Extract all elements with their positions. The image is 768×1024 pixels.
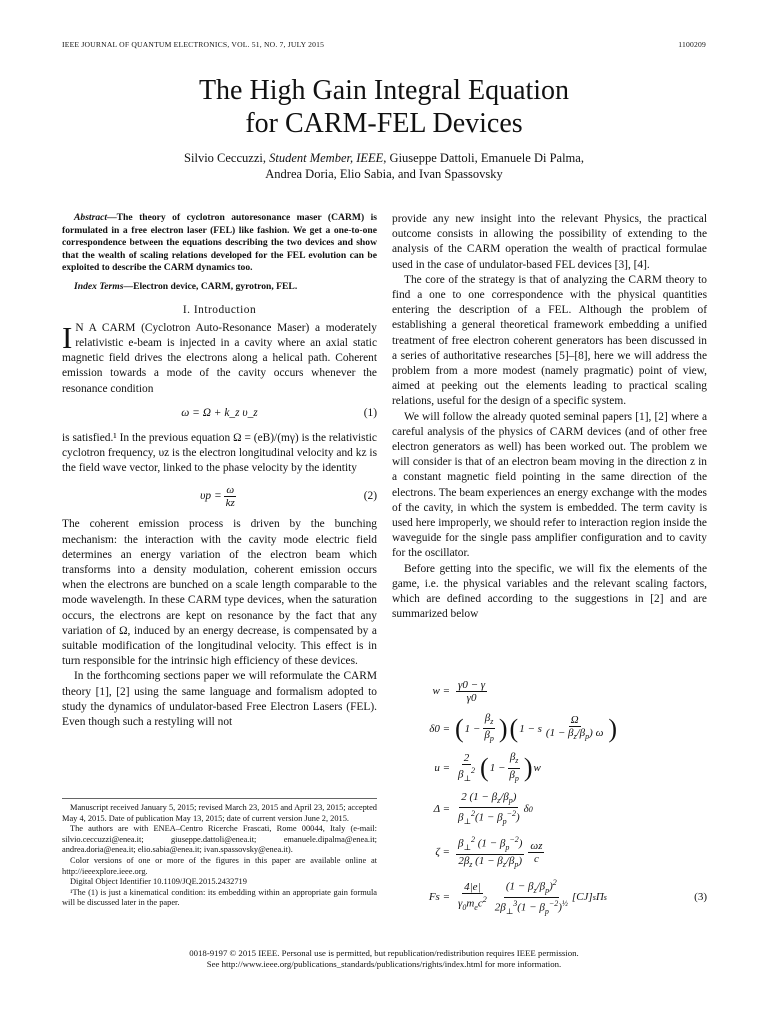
- author-list: [40, 150, 728, 182]
- abstract: Abstract—The theory of cyclotron autoresonance maser (CARM) is formulated in a free electron laser (FEL) like fashion. We get a one-to-one correspondence between the equations describing the two devices and show that the wealth of scaling relations developed for the FEL evolution can be exploited to describe the CARM dynamics too.: [62, 212, 377, 274]
- right-column: [392, 212, 707, 622]
- intro-paragraph-3: The coherent emission process is driven by the bunching mechanism: the interaction with the cavity mode electric field determines an energy variation of the electron beam which transforms into a density modulation, coherent emission occurs when the electrons are bunched on a scale length comparable to the mode wavelength. In these CARM type devices, when the saturation occurs, the electrons are kept on resonance by the fact that any variation of Ω, induced by an energy decrease, is compensated by a suitable modification of the longitudinal velocity. This effect is in turn responsible for the intrinsic high efficiency of these devices.: [62, 518, 377, 668]
- copyright-line-1: 0018-9197 © 2015 IEEE. Personal use is permitted, but republication/redistribution requires IEEE permission.: [189, 948, 579, 958]
- title-line-1: The High Gain Integral Equation: [198, 75, 570, 106]
- equation-2: [62, 484, 377, 509]
- equation-u-rhs: $\frac{2}{\beta_\perp^2}$ ( 1 − $\frac{\beta_z}{\beta_p}$ ) w: [458, 751, 541, 783]
- equation-u: [392, 751, 707, 784]
- right-paragraph-3: We will follow the already quoted seminal papers [1], [2] where a careful analysis of the physics of CARM devices (and of other free electron generators as well) has been worked out. The problem we will consider is that of an electron beam moving in the direction z in a constant magnetic field pointing in the same direction of the electrons. The beam experiences an energy exchange with the modes of the cavity, in which the system is embedded. The term cavity is used here improperly, we should refer to interaction region inside the waveguide for the single pass amplifier configuration and to cavity for the oscillator.: [392, 410, 707, 560]
- abstract-text: The theory of cyclotron autoresonance maser (CARM) is formulated in a free electron laser (FEL) like fashion. We get a one-to-one correspondence between the equations describing the two devices and show that the wealth of scaling relations developed for the FEL evolution can be exploited to describe the CARM dynamics too.: [62, 212, 377, 274]
- equation-Delta-rhs: $\frac{2 (1 - \beta_z/\beta_p)}{\beta_\perp^2(1 - \beta_p^{-2})}$ δ 0: [458, 790, 533, 826]
- equation-w-denominator: γ0: [466, 691, 477, 704]
- title-line-2: for CARM-FEL Devices: [245, 108, 523, 139]
- equation-Delta-lhs: Δ =: [433, 803, 450, 816]
- equation-w-numerator: γ0 − γ: [458, 678, 486, 691]
- section-heading-introduction: I. Introduction: [182, 303, 257, 316]
- equation-zeta-rhs: $\frac{\beta_\perp^2 (1 - \beta_p^{-2})}{2\beta_z (1 - \beta_z/\beta_p)}$ $\frac{\omega z}{c}$: [458, 834, 543, 869]
- index-terms-text: Electron device, CARM, gyrotron, FEL.: [133, 280, 298, 292]
- equation-u-lhs: u =: [434, 762, 450, 775]
- equation-2-lhs: υp =: [200, 490, 222, 503]
- authors-line-1-rest: , Giuseppe Dattoli, Emanuele Di Palma,: [383, 151, 584, 165]
- right-paragraph-2: The core of the strategy is that of analyzing the CARM theory to find a one to one correspondence with the physical quantities entering the description of a FEL. Although the problem of establishing a general theoretical framework embedding a unified treatment of free electron coherent generators has been discussed in a series of authoritative researches [5]–[8], here we will address the problem from a more modest (namely pragmatic) point of view, aimed at peeking out the elements leading to practical scaling relations, useful for the design of a specific system.: [392, 273, 707, 408]
- equation-2-number: (2): [363, 490, 377, 503]
- footnotes: [62, 798, 377, 909]
- abstract-label: Abstract: [74, 212, 108, 223]
- intro-paragraph-1: [62, 321, 377, 397]
- title-block: [40, 74, 728, 182]
- equation-1: [62, 405, 377, 423]
- running-head: [62, 40, 706, 49]
- equation-zeta: [392, 834, 707, 871]
- equation-1-number: (1): [363, 407, 377, 420]
- paper-title: [40, 74, 728, 140]
- equation-2-numerator: ω: [226, 484, 235, 497]
- equation-delta0-lhs: δ0 =: [429, 722, 450, 735]
- footnote-doi: Digital Object Identifier 10.1109/JQE.2015.2432719: [70, 877, 247, 887]
- intro-paragraph-2: is satisfied.¹ In the previous equation Ω = (eB)/(mγ) is the relativistic cyclotron frequency, υz is the electron longitudinal velocity and kz is the field wave vector, linked to the phase velocity by the identity: [62, 431, 377, 475]
- equation-w: [392, 676, 707, 706]
- equation-delta0: [392, 712, 707, 745]
- equation-w-lhs: w =: [432, 685, 450, 697]
- author-1: Silvio Ceccuzzi,: [184, 151, 270, 165]
- equation-Fs-lhs: Fs =: [428, 891, 450, 904]
- footnote-1: ¹The (1) is just a kinematical condition: its embedding within an appropriate gain formula will be discussed later in the paper.: [62, 887, 377, 908]
- equation-Fs: [392, 877, 707, 918]
- equation-1-body: ω = Ω + k_z υ_z: [181, 407, 258, 420]
- equation-delta0-rhs: ( 1 − $\frac{\beta_z}{\beta_p}$ ) ( 1 − s $\frac{\Omega}{(1 - \beta_z/\beta_p) \omega}$ ): [455, 712, 618, 744]
- equation-block-3: [392, 676, 707, 924]
- journal-name: IEEE JOURNAL OF QUANTUM ELECTRONICS, VOL. 51, NO. 7, JULY 2015: [62, 40, 325, 49]
- footnote-color: Color versions of one or more of the figures in this paper are available online at http://ieeexplore.ieee.org.: [62, 855, 377, 876]
- equation-2-fraction: [224, 484, 237, 509]
- article-number: 1100209: [678, 40, 706, 49]
- index-terms-label: Index Terms: [74, 280, 124, 292]
- index-terms: Index Terms—Electron device, CARM, gyrotron, FEL.: [74, 280, 298, 292]
- equation-Delta: [392, 791, 707, 828]
- equation-3-number: (3): [694, 891, 707, 904]
- intro-paragraph-4: In the forthcoming sections paper we will reformulate the CARM theory [1], [2] using the same language and formalism adopted to study the dynamics of undulator-based Free Electron Lasers (FEL). Even though such a restyling will not: [62, 670, 377, 729]
- left-column: [62, 212, 377, 730]
- right-paragraph-1: provide any new insight into the relevant Physics, the practical outcome consists in allowing the possibility of extending to the analysis of the CARM operation the wealth of practical formulae used in the case of undulator-based FEL devices [3], [4].: [392, 213, 707, 271]
- author-membership: Student Member, IEEE: [269, 151, 384, 165]
- authors-line-2: Andrea Doria, Elio Sabia, and Ivan Spassovsky: [265, 167, 503, 181]
- right-paragraph-4: Before getting into the specific, we will fix the elements of the game, i.e. the physical variables and the relevant scaling factors, which are defined according to the suggestions in [2] and are summarized below: [392, 562, 707, 621]
- footnote-affiliation: The authors are with ENEA–Centro Ricerche Frascati, Rome 00044, Italy (e-mail: silvio.ceccuzzi@enea.it; giuseppe.dattoli@enea.it; emanuele.dipalma@enea.it; andrea.doria@enea.it; elio.sabia@enea.it; ivan.spassovsky@enea.it).: [62, 824, 377, 855]
- drop-cap: I: [62, 319, 73, 355]
- equation-w-fraction: [456, 679, 487, 704]
- equation-2-denominator: kz: [225, 497, 235, 510]
- equation-zeta-lhs: ζ =: [435, 846, 450, 859]
- footnote-received: Manuscript received January 5, 2015; revised March 23, 2015 and April 23, 2015; accepted May 4, 2015. Date of publication May 13, 2015; date of current version June 2, 2015.: [62, 803, 377, 823]
- copyright-line-2: See http://www.ieee.org/publications_standards/publications/rights/index.html for more information.: [206, 959, 562, 969]
- copyright-notice: [62, 948, 706, 970]
- equation-Fs-rhs: $\frac{4|e|}{\gamma_0m_ec^2}$ $\frac{(1 - \beta_z/\beta_p)^2}{2\beta_\perp^3(1 - \beta_p^{-2})^{\frac{1}{2}}}$ [CJ] s Π s (3): [458, 877, 707, 916]
- intro-paragraph-1-text: N A CARM (Cyclotron Auto-Resonance Maser) a moderately relativistic e-beam is injected in a cavity where an axial static magnetic field drives the electrons along a helical path. Coherent emission towards a mode of the cavity occurs whenever the resonance condition: [62, 321, 377, 395]
